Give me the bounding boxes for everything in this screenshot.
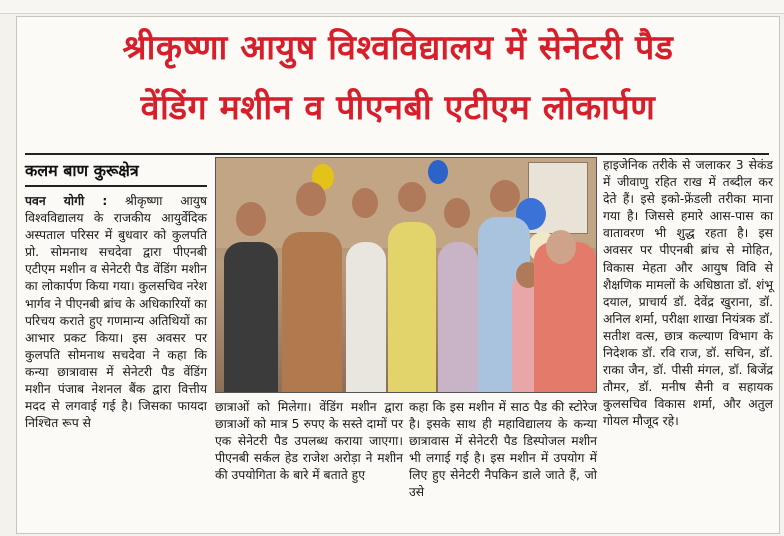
person-head — [490, 180, 520, 212]
byline: पवन योगी : — [25, 194, 108, 208]
person-head — [546, 230, 576, 264]
person-head — [296, 182, 326, 216]
article-column-1 — [25, 193, 207, 432]
person — [388, 222, 436, 392]
person — [534, 242, 596, 392]
kicker: कलम बाण कुरूक्षेत्र — [25, 161, 139, 180]
balloon — [428, 160, 448, 184]
top-cropped-strip — [0, 0, 784, 14]
person — [224, 242, 278, 392]
headline-rule — [25, 153, 769, 155]
person-head — [398, 182, 426, 212]
person — [346, 242, 386, 392]
person-head — [352, 188, 378, 218]
person — [438, 242, 478, 392]
article-column-3: कहा कि इस मशीन में साठ पैड की स्टोरेज है। इसके साथ ही महाविद्यालय के कन्या छात्रावास में सेनेटरी पैड डिस्पोजल मशीन भी लगाई गई है। इस मशीन में उपयोग में लिए हुए सेनेटरी नैपकिन डाले जाते हैं, जो उसे — [409, 400, 597, 500]
article-column-2: छात्राओं को मिलेगा। वेंडिंग मशीन द्वारा छात्राओं को मात्र 5 रुपए के सस्ते दामों पर एक सेनेटरी पैड उपलब्ध कराया जाएगा। पीएनबी सर्कल हेड राजेश अरोड़ा ने मशीन की उपयोगिता के बारे में बताते हुए — [215, 400, 403, 483]
headline — [17, 25, 779, 131]
article-column-4: हाइजेनिक तरीके से जलाकर 3 सेकंड में जीवाणु रहित राख में तब्दील कर देते हैं। इसे इको-फ्रेंडली तरीका माना गया है। जिससे हमारे आस-पास का वातावरण भी शुद्ध रहता है। इस अवसर पर पीएनबी ब्रांच से मोहित, विकास मेहता और आयुष विवि से शैक्षणिक मामलों के अधिष्ठाता डॉ. शंभू दयाल, प्राचार्य डॉ. देवेंद्र खुराना, डॉ. अनिल शर्मा, परीक्षा शाखा नियंत्रक डॉ. सतीश वत्स, छात्र कल्याण विभाग के निदेशक डॉ. रवि राज, डॉ. सचिन, डॉ. राका जैन, डॉ. पीसी मंगल, डॉ. बिजेंद्र तौमर, डॉ. मनीष सैनी व सहायक कुलसचिव विकास शर्मा, और अतुल गोयल मौजूद रहे। — [603, 158, 773, 429]
headline-line-2: वेंडिंग मशीन व पीएनबी एटीएम लोकार्पण — [140, 88, 656, 128]
column-1-text: श्रीकृष्णा आयुष विश्वविद्यालय के राजकीय आयुर्वेदिक अस्पताल परिसर में बुधवार को कुलपति प्रो. सोमनाथ सचदेवा द्वारा पीएनबी एटीएम मशीन व सेनेटरी पैड वेंडिंग मशीन का लोकार्पण किया गया। कुलसचिव नरेश भार्गव ने पीएनबी ब्रांच के अधिकारियों का परिचय कराते हुए गणमान्य अतिथियों का आभार प्रकट किया। इस अवसर पर कुलपति सोमनाथ सचदेवा ने कहा कि कन्या छात्रावास में सेनेटरी पैड वेंडिंग मशीन पंजाब नेशनल बैंक द्वारा वित्तीय मदद से लगवाई गई है। जिसका फायदा निश्चित रूप से — [25, 194, 207, 431]
person — [282, 232, 342, 392]
person-head — [444, 198, 470, 228]
person-head — [236, 202, 266, 236]
kicker-rule — [25, 185, 207, 187]
newspaper-clipping — [16, 16, 780, 534]
headline-line-1: श्रीकृष्णा आयुष विश्वविद्यालय में सेनेटरी पैड — [122, 28, 674, 68]
news-photo — [215, 157, 597, 393]
